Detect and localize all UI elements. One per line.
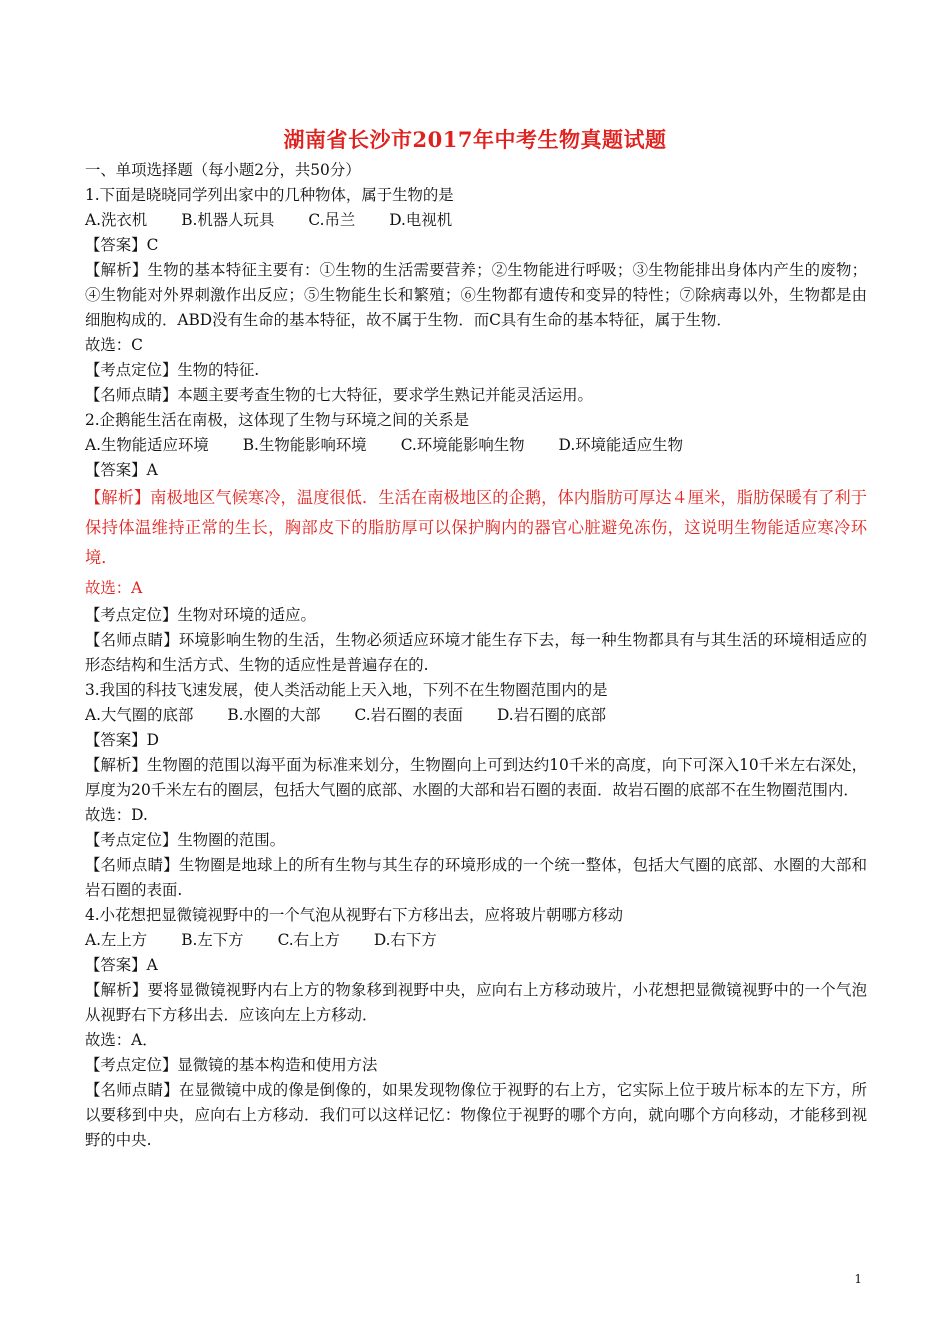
option-a: A.洗衣机	[85, 211, 148, 229]
option-d: D.环境能适应生物	[558, 436, 683, 454]
option-b: B.生物能影响环境	[242, 436, 367, 454]
teacher-comment: 【名师点睛】生物圈是地球上的所有生物与其生存的环境形成的一个统一整体，包括大气圈的底部、水圈的大部和岩石圈的表面.	[85, 856, 867, 899]
choice-highlighted: 故选：A	[85, 579, 143, 597]
document-title: 湖南省长沙市2017年中考生物真题试题	[283, 127, 667, 152]
test-point: 【考点定位】显微镜的基本构造和使用方法	[85, 1056, 378, 1074]
question-2	[85, 408, 867, 678]
teacher-comment: 【名师点睛】环境影响生物的生活，生物必须适应环境才能生存下去，每一种生物都具有与其生活的环境相适应的形态结构和生活方式、生物的适应性是普遍存在的.	[85, 631, 867, 674]
option-d: D.右下方	[373, 931, 437, 949]
answer: 【答案】A	[85, 461, 158, 479]
test-point: 【考点定位】生物对环境的适应。	[85, 606, 316, 624]
question-options	[85, 928, 867, 953]
option-d: D.岩石圈的底部	[496, 706, 607, 724]
question-options	[85, 208, 867, 233]
question-4	[85, 903, 867, 1153]
answer: 【答案】A	[85, 956, 158, 974]
answer: 【答案】C	[85, 236, 159, 254]
test-point: 【考点定位】生物的特征.	[85, 361, 260, 379]
option-b: B.左下方	[181, 931, 244, 949]
option-c: C.岩石圈的表面	[354, 706, 463, 724]
question-stem: 4.小花想把显微镜视野中的一个气泡从视野右下方移出去，应将玻片朝哪方移动	[85, 906, 623, 924]
analysis: 【解析】要将显微镜视野内右上方的物象移到视野中央，应向右上方移动玻片，小花想把显微镜视野中的一个气泡从视野右下方移出去．应该向左上方移动．	[85, 981, 867, 1024]
option-a: A.生物能适应环境	[85, 436, 209, 454]
page-number: 1	[854, 1272, 862, 1286]
option-a: A.左上方	[85, 931, 148, 949]
question-stem: 2.企鹅能生活在南极，这体现了生物与环境之间的关系是	[85, 411, 470, 429]
option-b: B.水圈的大部	[227, 706, 321, 724]
choice: 故选：A．	[85, 1031, 158, 1049]
question-1	[85, 183, 867, 408]
analysis: 【解析】生物的基本特征主要有：①生物的生活需要营养；②生物能进行呼吸；③生物能排出身体内产生的废物；④生物能对外界刺激作出反应；⑤生物能生长和繁殖；⑥生物都有遗传和变异的特性；⑦除病毒以外，生物都是由细胞构成的．ABD没有生命的基本特征，故不属于生物．而C具有生命的基本特征，属于生物．	[85, 261, 867, 329]
teacher-comment: 【名师点睛】本题主要考查生物的七大特征，要求学生熟记并能灵活运用。	[85, 386, 593, 404]
question-options	[85, 433, 867, 458]
option-d: D.电视机	[389, 211, 453, 229]
document-body	[85, 158, 867, 1153]
option-a: A.大气圈的底部	[85, 706, 194, 724]
question-3	[85, 678, 867, 903]
section-header: 一、单项选择题（每小题2分，共50分）	[85, 161, 361, 179]
analysis-highlighted: 【解析】南极地区气候寒冷，温度很低．生活在南极地区的企鹅，体内脂肪可厚达４厘米，脂肪保暖有了利于保持体温维持正常的生长，胸部皮下的脂肪厚可以保护胸内的器官心脏避免冻伤，这说明生物能适应寒冷环境．	[85, 488, 867, 567]
option-b: B.机器人玩具	[181, 211, 275, 229]
option-c: C.吊兰	[308, 211, 356, 229]
test-point: 【考点定位】生物圈的范围。	[85, 831, 286, 849]
option-c: C.环境能影响生物	[400, 436, 525, 454]
choice: 故选：D.	[85, 806, 148, 824]
choice: 故选：C	[85, 336, 143, 354]
question-stem: 3.我国的科技飞速发展，使人类活动能上天入地，下列不在生物圈范围内的是	[85, 681, 608, 699]
teacher-comment: 【名师点睛】在显微镜中成的像是倒像的，如果发现物像位于视野的右上方，它实际上位于玻片标本的左下方，所以要移到中央，应向右上方移动．我们可以这样记忆：物像位于视野的哪个方向，就向哪个方向移动，才能移到视野的中央.	[85, 1081, 867, 1149]
question-stem: 1.下面是晓晓同学列出家中的几种物体，属于生物的是	[85, 186, 454, 204]
answer: 【答案】D	[85, 731, 159, 749]
option-c: C.右上方	[277, 931, 340, 949]
analysis: 【解析】生物圈的范围以海平面为标准来划分，生物圈向上可到达约10千米的高度，向下可深入10千米左右深处，厚度为20千米左右的圈层，包括大气圈的底部、水圈的大部和岩石圈的表面．故岩石圈的底部不在生物圈范围内．	[85, 756, 867, 799]
question-options	[85, 703, 867, 728]
